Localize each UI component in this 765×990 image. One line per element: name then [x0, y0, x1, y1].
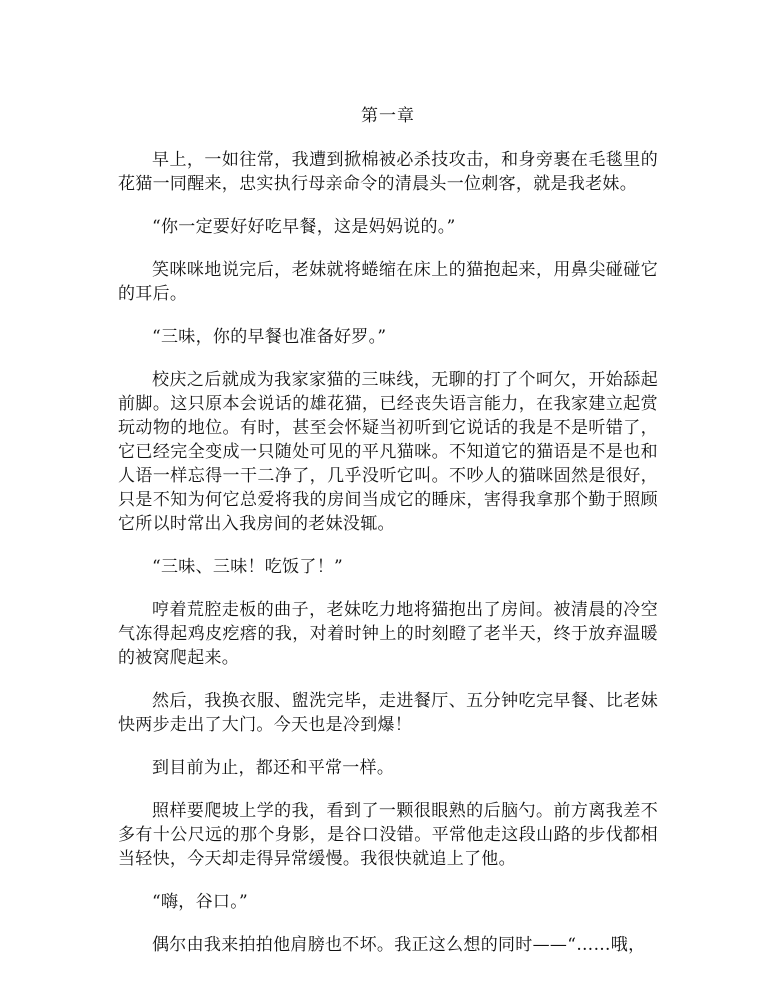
- paragraph: 偶尔由我来拍拍他肩膀也不坏。我正这么想的同时——“……哦，: [152, 935, 646, 955]
- paragraph: “三味、三味！吃饭了！”: [152, 557, 343, 577]
- paragraph: 早上，一如往常，我遭到掀棉被必杀技攻击，和身旁裹在毛毯里的花猫一同醒来，忠实执行母亲命令的清晨头一位刺客，就是我老妹。: [118, 150, 658, 194]
- chapter-title: 第一章: [361, 106, 415, 126]
- paragraph: 笑咪咪地说完后，老妹就将蜷缩在床上的猫抱起来，用鼻尖碰碰它的耳后。: [118, 260, 658, 304]
- document-page: [118, 104, 658, 976]
- paragraph: 校庆之后就成为我家家猫的三味线，无聊的打了个呵欠，开始舔起前脚。这只原本会说话的雄花猫，已经丧失语言能力，在我家建立起赏玩动物的地位。有时，甚至会怀疑当初听到它说话的我是不是听错了，它已经完全变成一只随处可见的平凡猫咪。不知道它的猫语是不是也和人语一样忘得一干二净了，几乎没听它叫。不吵人的猫咪固然是很好，只是不知为何它总爱将我的房间当成它的睡床，害得我拿那个勤于照顾它所以时常出入我房间的老妹没辄。: [118, 370, 658, 534]
- paragraph: “嗨，谷口。”: [152, 892, 248, 912]
- paragraph: 然后，我换衣服、盥洗完毕，走进餐厅、五分钟吃完早餐、比老妹快两步走出了大门。今天也是冷到爆！: [118, 691, 658, 735]
- paragraph: 哼着荒腔走板的曲子，老妹吃力地将猫抱出了房间。被清晨的冷空气冻得起鸡皮疙瘩的我，对着时钟上的时刻瞪了老半天，终于放弃温暖的被窝爬起来。: [118, 600, 658, 668]
- paragraph: “你一定要好好吃早餐，这是妈妈说的。”: [152, 217, 456, 237]
- paragraph: 照样要爬坡上学的我，看到了一颗很眼熟的后脑勺。前方离我差不多有十公尺远的那个身影，是谷口没错。平常他走这段山路的步伐都相当轻快，今天却走得异常缓慢。我很快就追上了他。: [118, 801, 658, 869]
- paragraph: “三味，你的早餐也准备好罗。”: [152, 327, 387, 347]
- paragraph: 到目前为止，都还和平常一样。: [152, 758, 395, 778]
